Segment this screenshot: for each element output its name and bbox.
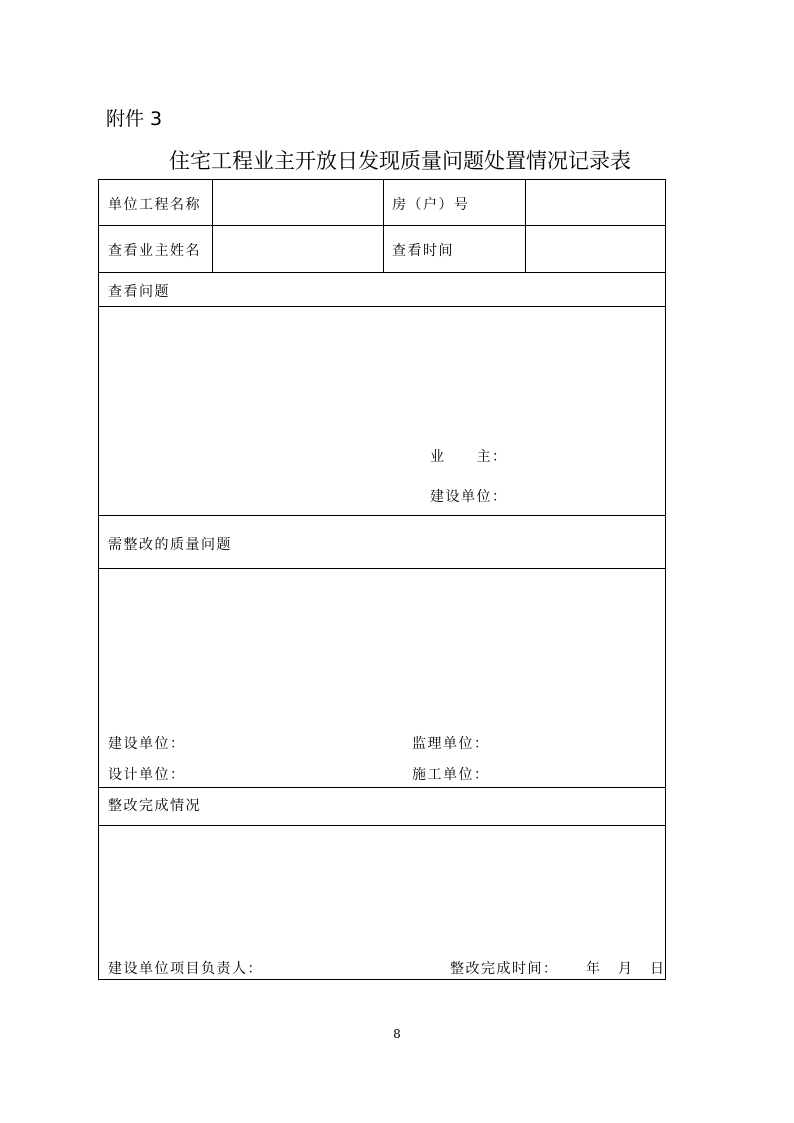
supervisor-unit-label: 监理单位： bbox=[412, 736, 490, 752]
room-number-field[interactable] bbox=[527, 181, 664, 224]
record-form-table bbox=[98, 179, 666, 980]
responsible-person-label: 建设单位项目负责人： bbox=[108, 961, 263, 977]
column-divider bbox=[212, 180, 213, 272]
constructor-unit-label: 施工单位： bbox=[412, 767, 490, 783]
row-divider bbox=[99, 787, 665, 788]
unit-project-name-field[interactable] bbox=[214, 181, 382, 224]
builder-unit-label: 建设单位： bbox=[108, 736, 186, 752]
inspection-time-field[interactable] bbox=[527, 227, 664, 271]
row-divider bbox=[99, 272, 665, 273]
row-divider bbox=[99, 825, 665, 826]
owner-name-label: 查看业主姓名 bbox=[108, 243, 201, 259]
designer-unit-label: 设计单位： bbox=[108, 767, 186, 783]
inspection-issues-field[interactable] bbox=[100, 308, 665, 438]
row-divider bbox=[99, 306, 665, 307]
day-label: 日 bbox=[650, 961, 666, 977]
row-divider bbox=[99, 225, 665, 226]
unit-project-name-label: 单位工程名称 bbox=[108, 197, 201, 213]
row-divider bbox=[99, 568, 665, 569]
completion-time-label: 整改完成时间： bbox=[450, 961, 559, 977]
inspection-issues-heading: 查看问题 bbox=[108, 284, 170, 300]
year-label: 年 bbox=[586, 961, 602, 977]
column-divider bbox=[383, 180, 384, 272]
month-label: 月 bbox=[618, 961, 634, 977]
completion-field[interactable] bbox=[100, 827, 665, 947]
attachment-label: 附件 3 bbox=[106, 108, 163, 130]
rectification-issues-field[interactable] bbox=[100, 570, 665, 720]
row-divider bbox=[99, 515, 665, 516]
room-number-label: 房（户）号 bbox=[392, 197, 470, 213]
inspection-time-label: 查看时间 bbox=[392, 243, 454, 259]
rectification-issues-heading: 需整改的质量问题 bbox=[108, 537, 232, 553]
column-divider bbox=[525, 180, 526, 272]
document-title: 住宅工程业主开放日发现质量问题处置情况记录表 bbox=[169, 149, 631, 173]
page-number: 8 bbox=[393, 1027, 401, 1041]
builder-sign-label: 建设单位： bbox=[430, 489, 508, 505]
completion-heading: 整改完成情况 bbox=[108, 798, 201, 814]
owner-name-field[interactable] bbox=[214, 227, 382, 271]
owner-sign-label: 业 主： bbox=[430, 449, 508, 465]
